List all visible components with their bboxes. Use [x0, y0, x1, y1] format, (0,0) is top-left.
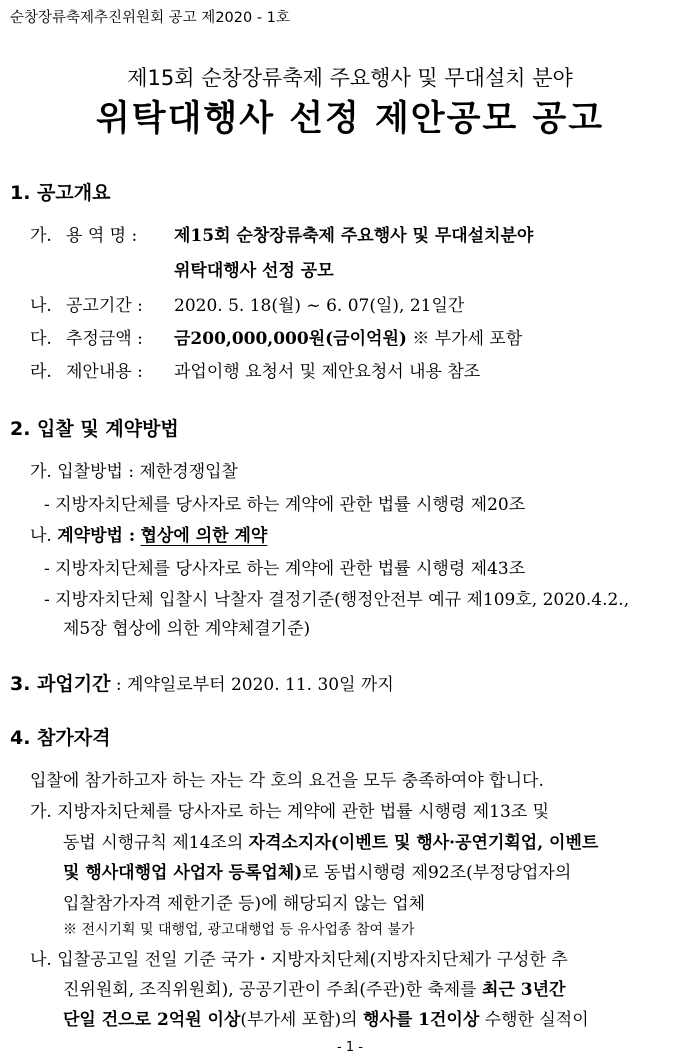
s1-item-d-label: 제안내용 : — [66, 362, 143, 382]
s1-item-b-label: 공고기간 : — [66, 296, 143, 316]
s1-item-a-value-1: 제15회 순창장류축제 주요행사 및 무대설치분야 — [174, 226, 534, 246]
section-2-heading: 2. 입찰 및 계약방법 — [10, 418, 179, 440]
s4-item-a-line-4: 입찰참가자격 제한기준 등)에 해당되지 않는 업체 — [63, 894, 426, 914]
single-200m-won: 단일 건으로 2억원 이상 — [63, 1010, 241, 1030]
section-4-heading: 4. 참가자격 — [10, 727, 111, 749]
notice-number: 순창장류축제추진위원회 공고 제2020 - 1호 — [10, 10, 290, 26]
s1-item-b-value: 2020. 5. 18(월) ~ 6. 07(일), 21일간 — [174, 296, 465, 316]
s4-intro: 입찰에 참가하고자 하는 자는 각 호의 요건을 모두 충족하여야 합니다. — [30, 771, 544, 791]
s2-item-a-note: - 지방자치단체를 당사자로 하는 계약에 관한 법률 시행령 제20조 — [44, 495, 526, 515]
one-event-or-more: 행사를 1건이상 — [363, 1010, 480, 1030]
section-1-heading: 1. 공고개요 — [10, 182, 111, 204]
s1-item-a-value-2: 위탁대행사 선정 공모 — [174, 261, 334, 281]
s2-item-a: 가. 입찰방법 : 제한경쟁입찰 — [30, 462, 238, 482]
estimated-amount: 금200,000,000원(금이억원) — [174, 329, 407, 349]
s4-item-b-line-3-rest: 수행한 실적이 — [479, 1010, 589, 1030]
s4-item-a-line-2-pre: 동법 시행규칙 제14조의 — [63, 833, 249, 853]
recent-3-years: 최근 3년간 — [482, 980, 566, 1000]
registered-business: 및 행사대행업 사업자 등록업체) — [63, 863, 303, 883]
s4-item-a-line-3 — [63, 858, 571, 883]
s2-item-b-note-2-line-1: - 지방자치단체 입찰시 낙찰자 결정기준(행정안전부 예규 제109호, 2020.4.2., — [44, 590, 630, 610]
s1-item-d-marker: 라. — [30, 362, 52, 382]
qualification-holder: 자격소지자(이벤트 및 행사·공연기획업, 이벤트 — [248, 833, 599, 853]
page-title: 위탁대행사 선정 제안공모 공고 — [95, 99, 605, 139]
s1-item-c-value — [174, 324, 522, 349]
s1-item-d-value: 과업이행 요청서 및 제안요청서 내용 참조 — [174, 362, 481, 382]
vat-note: ※ 부가세 포함 — [406, 329, 523, 349]
page-number: - 1 - — [337, 1040, 363, 1055]
s2-item-b-marker: 나. — [30, 526, 52, 546]
s4-item-b-line-3 — [63, 1005, 589, 1030]
s4-item-a-line-3-rest: 로 동법시행령 제92조(부정당업자의 — [302, 863, 572, 883]
s1-item-a-marker: 가. — [30, 226, 52, 246]
s1-item-c-label: 추정금액 : — [66, 329, 143, 349]
s4-item-b-line-2 — [63, 975, 565, 1000]
title-line-1: 제15회 순창장류축제 주요행사 및 무대설치 분야 — [127, 66, 573, 90]
s2-item-b-note-1: - 지방자치단체를 당사자로 하는 계약에 관한 법률 시행령 제43조 — [44, 559, 526, 579]
s4-item-b-line-1: 나. 입찰공고일 전일 기준 국가・지방자치단체(지방자치단체가 구성한 추 — [30, 950, 568, 970]
s2-item-b — [30, 521, 267, 546]
section-3-heading: 3. 과업기간 — [10, 673, 111, 695]
section-3-text: : 계약일로부터 2020. 11. 30일 까지 — [110, 675, 394, 695]
section-3 — [10, 669, 394, 696]
contract-method: 협상에 의한 계약 — [140, 526, 268, 546]
vat-included: (부가세 포함)의 — [240, 1010, 363, 1030]
s4-item-a-note: ※ 전시기획 및 대행업, 광고대행업 등 유사업종 참여 불가 — [63, 922, 415, 938]
s4-item-a-line-2 — [63, 828, 598, 853]
s1-item-a-label: 용 역 명 : — [66, 226, 138, 246]
s4-item-a-line-1: 가. 지방자치단체를 당사자로 하는 계약에 관한 법률 시행령 제13조 및 — [30, 802, 550, 822]
s1-item-c-marker: 다. — [30, 329, 52, 349]
s2-item-b-label: 계약방법 : — [57, 526, 136, 546]
s2-item-b-note-2-line-2: 제5장 협상에 의한 계약체결기준) — [63, 619, 311, 639]
s4-item-b-line-2-pre: 진위원회, 조직위원회), 공공기관이 주최(주관)한 축제를 — [63, 980, 483, 1000]
s1-item-b-marker: 나. — [30, 296, 52, 316]
